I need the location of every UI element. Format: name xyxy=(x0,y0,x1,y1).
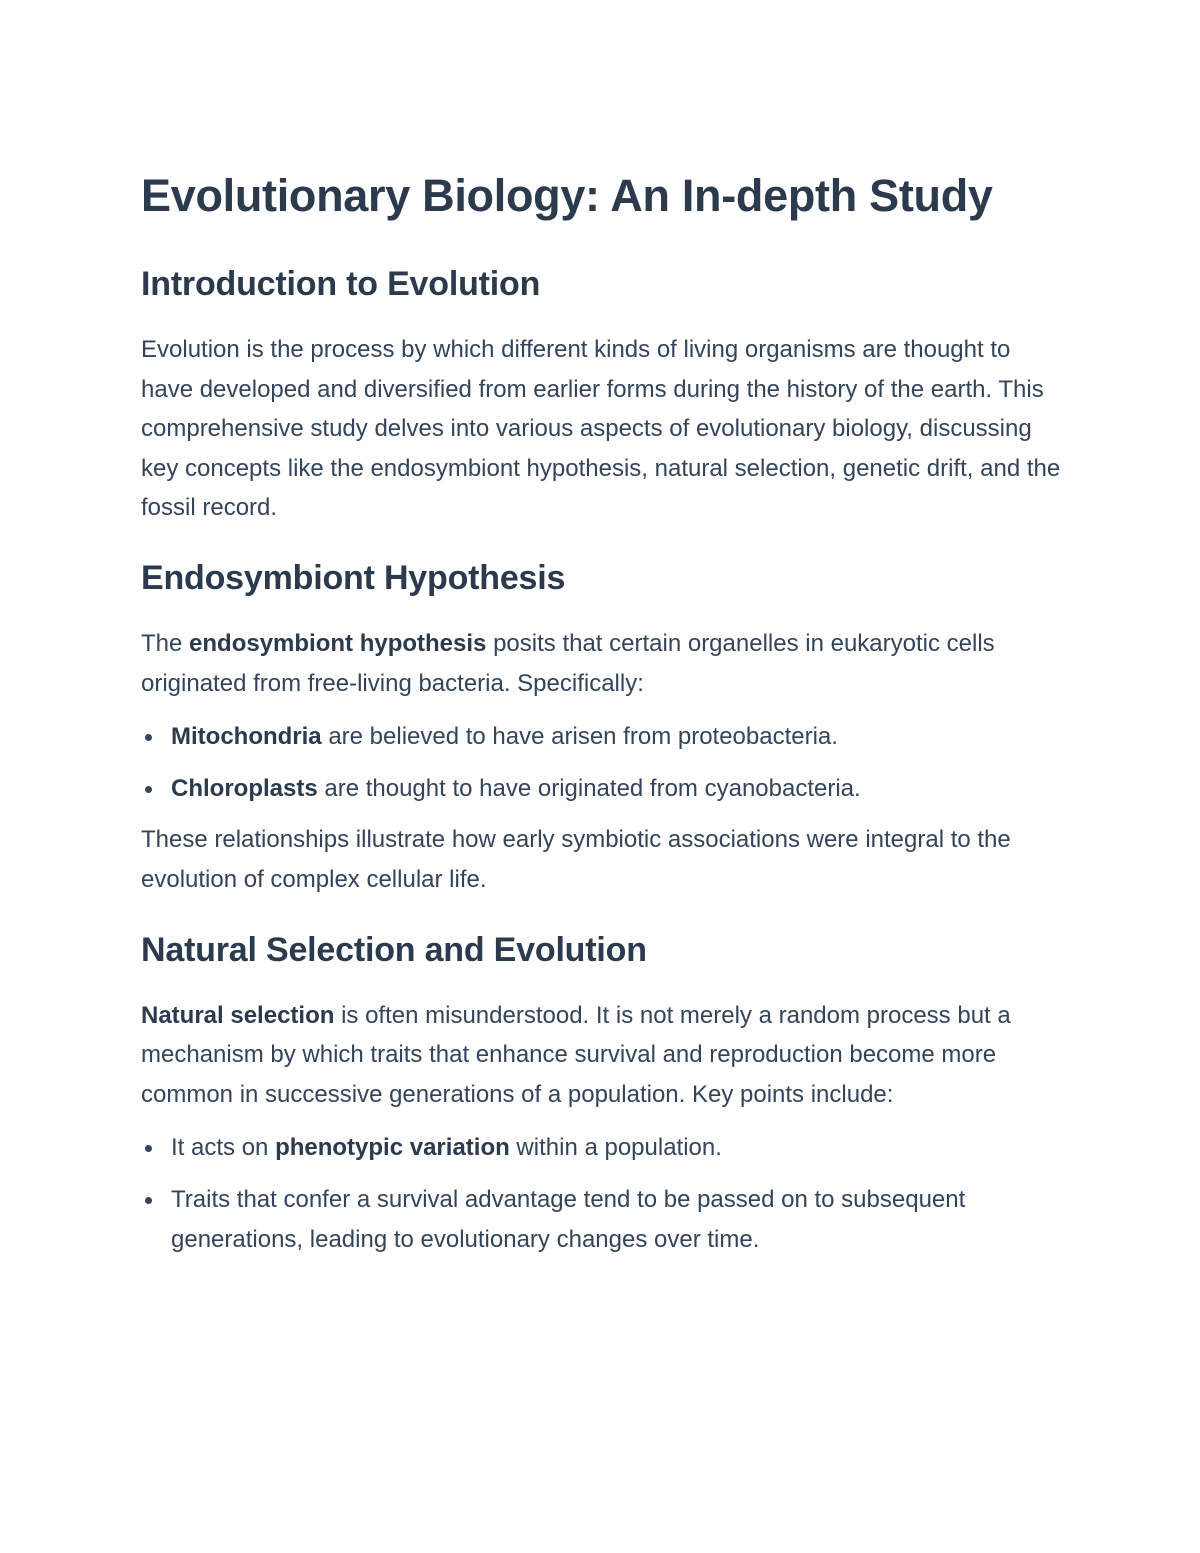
text-run: within a population. xyxy=(509,1134,722,1162)
text-run: are believed to have arisen from proteobacteria. xyxy=(321,723,838,751)
text-run: It acts on xyxy=(171,1134,276,1162)
endosymbiont-paragraph xyxy=(141,624,1061,703)
organelle-list xyxy=(141,717,1061,808)
section-heading-introduction: Introduction to Evolution xyxy=(141,265,541,303)
text-run: are thought to have originated from cyanobacteria. xyxy=(317,774,861,802)
list-item xyxy=(141,769,1061,809)
intro-paragraph: Evolution is the process by which different kinds of living organisms are thought to have developed and diversified from earlier forms during the history of the earth. This comprehensive study delves into various aspects of evolutionary biology, discussing key concepts like the endosymbiont hypothesis, natural selection, genetic drift, and the fossil record. xyxy=(141,336,1061,522)
document-title: Evolutionary Biology: An In-depth Study xyxy=(141,170,993,221)
list-item xyxy=(141,717,1061,757)
text-run: The xyxy=(141,629,190,657)
document-page xyxy=(141,165,1061,1259)
bold-term-chloroplasts: Chloroplasts xyxy=(171,774,318,802)
bold-term-phenotypic-variation: phenotypic variation xyxy=(275,1134,510,1162)
bold-term-mitochondria: Mitochondria xyxy=(171,723,322,751)
natural-selection-paragraph xyxy=(141,996,1061,1115)
list-item xyxy=(141,1128,1061,1168)
bold-term-natural-selection: Natural selection xyxy=(141,1001,335,1029)
bold-term-endosymbiont-hypothesis: endosymbiont hypothesis xyxy=(189,629,487,657)
section-heading-endosymbiont: Endosymbiont Hypothesis xyxy=(141,558,566,597)
section-introduction xyxy=(141,264,1061,528)
section-natural-selection xyxy=(141,930,1061,1260)
list-item: Traits that confer a survival advantage tend to be passed on to subsequent generations, leading to evolutionary changes over time. xyxy=(141,1180,1061,1259)
section-heading-natural-selection: Natural Selection and Evolution xyxy=(141,930,647,969)
key-points-list xyxy=(141,1128,1061,1259)
endosymbiont-conclusion-paragraph: These relationships illustrate how early symbiotic associations were integral to the evolution of complex cellular life. xyxy=(141,826,1011,893)
section-endosymbiont xyxy=(141,558,1061,900)
text-run: is often misunderstood. It is not merely a random process but a mechanism by which traits that enhance survival and reproduction become more common in successive generations of a population. Key points include: xyxy=(141,1001,1011,1108)
text-run: posits that certain organelles in eukaryotic cells originated from free-living bacteria. Specifically: xyxy=(141,629,995,697)
